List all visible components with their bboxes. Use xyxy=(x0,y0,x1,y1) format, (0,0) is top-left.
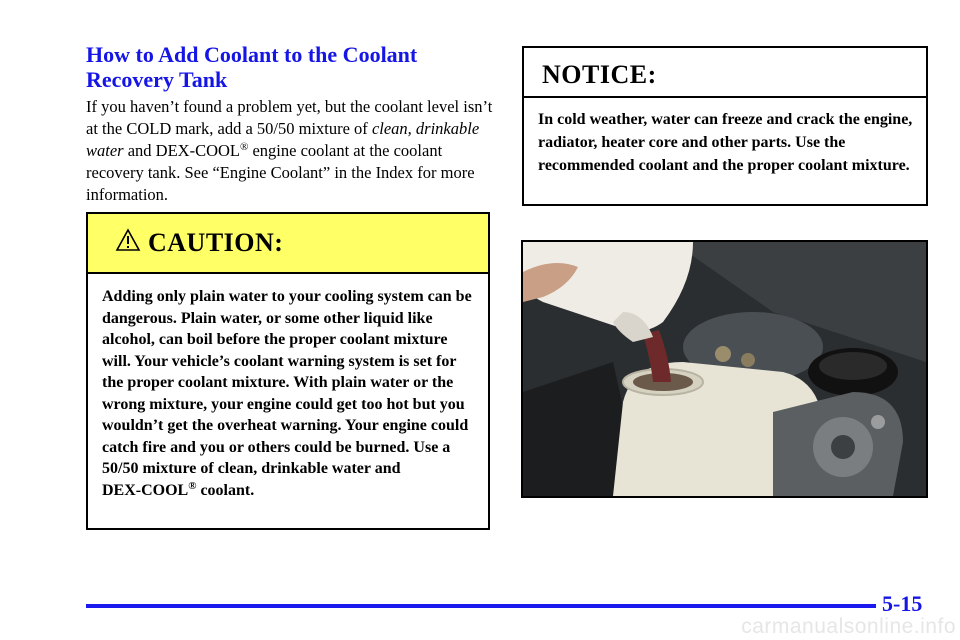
section-heading: How to Add Coolant to the Coolant Recovery Tank xyxy=(86,42,418,92)
caution-title: CAUTION: xyxy=(148,228,284,257)
coolant-pour-photo xyxy=(521,240,928,498)
footer-rule xyxy=(86,604,876,608)
notice-text: In cold weather, water can freeze and crack the engine, radiator, heater core and other parts. Use the recommended coolant and the proper coolant mixture. xyxy=(538,111,913,174)
caution-box xyxy=(86,212,490,530)
page-number: 5-15 xyxy=(882,591,923,616)
caution-text: Adding only plain water to your cooling system can be dangerous. Plain water, or some other liquid like alcohol, can boil before the proper coolant mixture will. Your vehicle’s coolant warning system is set for the proper coolant mixture. With plain water or the wrong mixture, your engine could get too hot but you wouldn’t get the overheat warning. Your engine could catch fire and you or others could be burned. Use a 50/50 mixture of clean, drinkable water and DEX‑COOL® coolant. xyxy=(102,288,472,499)
warning-triangle-icon xyxy=(115,228,141,252)
intro-italic: clean, drinkable water xyxy=(86,119,480,160)
notice-box xyxy=(522,46,928,206)
intro-paragraph: If you haven’t found a problem yet, but the coolant level isn’t at the COLD mark, add a 50/50 mixture of clean, drinkable water and DEX‑COOL® engine coolant at the coolant recovery tank. See “Engine Coolant” in the Index for more information. xyxy=(86,97,493,204)
site-watermark: carmanualsonline.info xyxy=(741,615,956,638)
caution-header xyxy=(88,214,488,274)
notice-header xyxy=(524,48,926,98)
notice-title: NOTICE: xyxy=(542,60,657,89)
